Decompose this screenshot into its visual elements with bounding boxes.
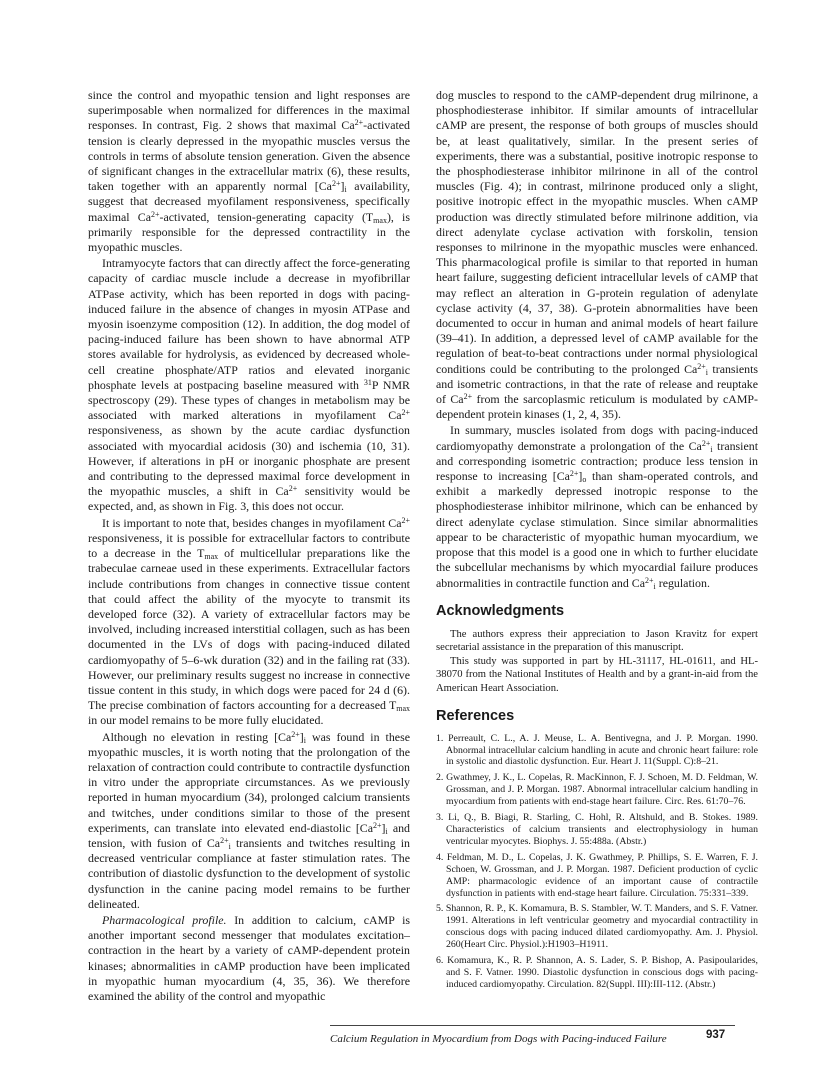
left-column xyxy=(88,88,410,1004)
right-column xyxy=(436,88,758,995)
paragraph-tension-responses: since the control and myopathic tension and light responses are superimposable when normalized for differences in the maximal responses. In contrast, Fig. 2 shows that maximal $Ca^{2+}$-activated tension is clearly depressed in the myopathic muscles versus the controls in terms of absolute tension generation. Given the absence of significant changes in the extracellular matrix (6), these results, taken together with an apparently normal $[Ca^{2+}]_i$ availability, suggest that decreased myofilament responsiveness, specifically maximal $Ca^{2+}$-activated, tension-generating capacity $(T_{max})$, is primarily responsible for the depressed contractility in the myopathic muscles. xyxy=(88,88,411,255)
reference-list xyxy=(436,733,758,991)
run-in-heading: Pharmacological profile. xyxy=(102,912,227,927)
page-footer xyxy=(330,1025,735,1047)
paragraph-milrinone: dog muscles to respond to the cAMP-dependent drug milrinone, a phosphodiesterase inhibitor. If similar amounts of intracellular cAMP are present, the response of both groups of muscles should be, at least qualitatively, similar. In the present series of experiments, there was a substantial, positive inotropic response to the phosphodiesterase inhibitor milrinone in all of the control muscles (Fig. 4); in contrast, milrinone produced only a slight, positive inotropic effect in the myopathic muscles. When cAMP production was directly stimulated before milrinone addition, via direct adenylate cyclase activation with forskolin, tension responses to milrinone in the myopathic muscles were enhanced. This pharmacological profile is similar to that reported in human heart failure, suggesting deficient intracellular levels of cAMP that may reflect an alteration in G-protein regulation of adenylate cyclase activity (4, 37, 38). G-protein abnormalities have been documented to occur in human and animal models of heart failure (39–41). In addition, a depressed level of cAMP available for the regulation of beat-to-beat contractions under normal physiological conditions could be contributing to the prolonged $Ca^{2+}_i$ transients and isometric contractions, in that the rate of release and reuptake of $Ca^{2+}$ from the sarcoplasmic reticulum is modulated by cAMP-dependent protein kinases (1, 2, 4, 35). xyxy=(436,88,758,422)
paragraph-pharmacological-profile: Pharmacological profile. In addition to calcium, cAMP is another important second messenger that modulates excitation–contraction in the heart by a variety of cAMP-dependent protein kinases; abnormalities in cAMP production have been implicated in myopathic human myocardium (4, 35, 36). We therefore examined the ability of the control and myopathic xyxy=(88,912,411,1003)
references-heading: References xyxy=(436,707,515,724)
paragraph-extracellular-factors: It is important to note that, besides changes in myofilament $Ca^{2+}$ responsiveness, it is possible for extracellular factors to contribute to a decrease in the $T_{max}$ of multicellular preparations like the trabeculae carneae used in these experiments. Extracellular factors include contributions from changes in connective tissue content that could affect the ability of the myocyte to transmit its developed force (32). A variety of extracellular factors may be involved, including increased interstitial collagen, such as has been documented in the LVs of dogs with pacing-induced dilated cardiomyopathy of 5–6-wk duration (32) and in the failing rat (33). However, our preliminary results suggest no increase in connective tissue content in this study, in which dogs were paced for 24 d (6). The precise combination of factors accounting for a decreased $T_{max}$ in our model remains to be more fully elucidated. xyxy=(88,515,410,728)
reference-item: 2. Gwathmey, J. K., L. Copelas, R. MacKinnon, F. J. Schoen, M. D. Feldman, W. Grossman, and J. P. Morgan. 1987. Abnormal intracellular calcium handling in myocardium from patients with end-stage heart failure. Circ. Res. 61:70–76. xyxy=(436,772,758,808)
reference-item: 6. Komamura, K., R. P. Shannon, A. S. Lader, S. P. Bishop, A. Pasipoularides, and S. F. Vatner. 1990. Diastolic dysfunction in conscious dogs with pacing-induced cardiomyopathy. Circulation. 82(Suppl. III):III-112. (Abstr.) xyxy=(436,955,758,990)
paragraph-intramyocyte-factors: Intramyocyte factors that can directly affect the force-generating capacity of cardiac muscle include a decrease in myofibrillar ATPase activity, which has been reported in dogs with pacing-induced failure in the absence of changes in myosin ATPase and myosin isoenzyme composition (12). In addition, the dog model of pacing-induced failure has been shown to have abnormal ATP stores available for hydrolysis, as evidenced by decreased whole-cell creatine phosphate/ATP ratios and elevated inorganic phosphate levels at postpacing baseline measured with $^{31}$P NMR spectroscopy (29). These types of changes in metabolism may be associated with marked alterations in myofilament $Ca^{2+}$ responsiveness, as shown by the acute cardiac dysfunction associated with myocardial acidosis (30) and ischemia (10, 31). However, if alterations in pH or inorganic phosphate are present and contributing to the depressed maximal force development in the myopathic muscles, a shift in $Ca^{2+}$ sensitivity would be expected, and, as shown in Fig. 3, this does not occur. xyxy=(88,256,410,514)
reference-item: 5. Shannon, R. P., K. Komamura, B. S. Stambler, W. T. Manders, and S. F. Vatner. 1991. Alterations in left ventricular geometry and myocardial contractility in conscious dogs with pacing induced dilated cardiomyopathy. Am. J. Physiol. 260(Heart Circ. Physiol.):H1903–H1911. xyxy=(436,903,758,951)
running-title: Calcium Regulation in Myocardium from Dogs with Pacing-induced Failure xyxy=(330,1033,667,1045)
acknowledgment-text: The authors express their appreciation to Jason Kravitz for expert secretarial assistance in the preparation of this manuscript. xyxy=(436,628,758,654)
acknowledgments-heading: Acknowledgments xyxy=(436,602,565,619)
paragraph-resting-calcium: Although no elevation in resting $[Ca^{2+}]_i$ was found in these myopathic muscles, it is worth noting that the prolongation of the relaxation of contraction could contribute to contractile dysfunction in vitro under the appropriate circumstances. As we previously reported in human myocardium (34), prolonged calcium transients and twitches, under conditions similar to those of the present experiments, can translate into elevated end-diastolic $[Ca^{2+}]_i$ and tension, with fusion of $Ca^{2+}_i$ transients and twitches resulting in decreased ventricular compliance at faster stimulation rates. The contribution of diastolic dysfunction to the development of systolic dysfunction in the canine pacing model remains to be further delineated. xyxy=(88,729,410,911)
reference-item: 3. Li, Q., B. Biagi, R. Starling, C. Hohl, R. Altshuld, and B. Stokes. 1989. Characteristics of calcium transients and electrophysiology in human ventricular myocytes. Biophys. J. 55:488a. (Abstr.) xyxy=(436,812,758,847)
page-number: 937 xyxy=(706,1029,726,1041)
reference-item: 1. Perreault, C. L., A. J. Meuse, L. A. Bentivegna, and J. P. Morgan. 1990. Abnormal intracellular calcium handling in acute and chronic heart failure: role in systolic and diastolic dysfunction. Eur. Heart J. 11(Suppl. C):8–21. xyxy=(436,732,758,768)
reference-item: 4. Feldman, M. D., L. Copelas, J. K. Gwathmey, P. Phillips, S. E. Warren, F. J. Schoen, W. Grossman, and J. P. Morgan. 1987. Deficient production of cyclic AMP: pharmacologic evidence of an important cause of contractile dysfunction in patients with end-stage heart failure. Circulation. 75:331–339. xyxy=(436,851,758,899)
paragraph-summary: In summary, muscles isolated from dogs with pacing-induced cardiomyopathy demonstrate a prolongation of the $Ca^{2+}_i$ transient and corresponding isometric contraction; produce less tension in response to increasing $[Ca^{2+}]_o$ than sham-operated controls, and exhibit a markedly depressed inotropic response to the phosphodiesterase inhibitor milrinone, which can be enhanced by direct adenylate cyclase stimulation. Since similar abnormalities appear to be characteristic of myopathic human myocardium, we propose that this model is a good one in which to further elucidate the subcellular mechanisms by which myocardial failure produces abnormalities in contractile function and $Ca^{2+}_i$ regulation. xyxy=(436,423,758,591)
funding-text: This study was supported in part by HL-31117, HL-01611, and HL-38070 from the National Institutes of Health and by a grant-in-aid from the American Heart Association. xyxy=(436,655,758,695)
